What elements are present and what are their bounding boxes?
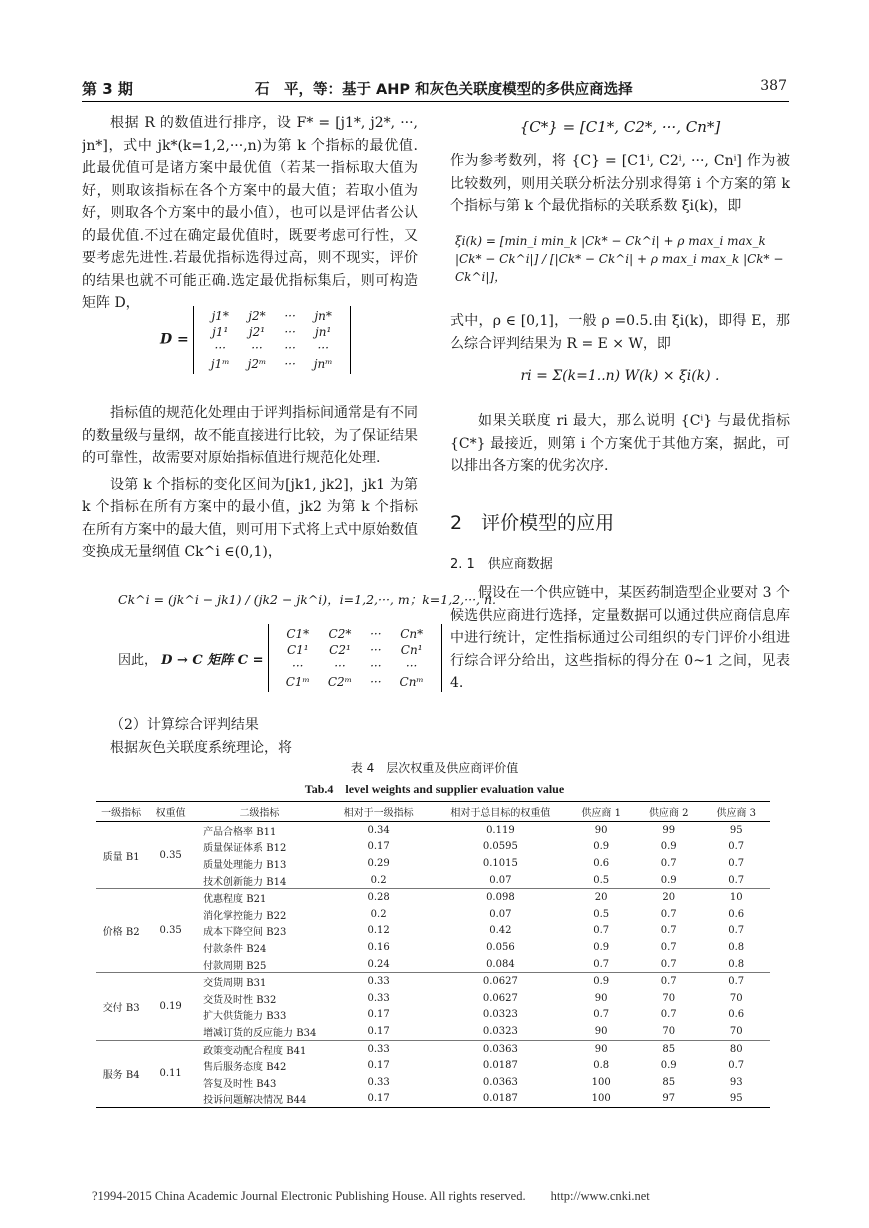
table-row bbox=[96, 839, 770, 856]
table-cell: 0.0323 bbox=[482, 1009, 518, 1021]
table-caption-cn: 表 4 层次权重及供应商评价值 bbox=[350, 761, 519, 775]
left-column bbox=[82, 112, 418, 314]
copyright-footer: ?1994-2015 China Academic Journal Electronic Publishing House. All rights reserved. http://www.cnki.net bbox=[92, 1189, 650, 1203]
table-row bbox=[96, 822, 770, 839]
table-cell: 90 bbox=[594, 824, 608, 836]
matrix-cell: ··· bbox=[284, 341, 296, 355]
table-cell: 0.6 bbox=[593, 857, 610, 869]
equation-xi: ξi(k) = [min_i min_k |Ck* − Ck^i| + ρ max_i max_k |Ck* − Ck^i|] / [|Ck* − Ck^i| + ρ max_i max_k |Ck* − Ck^i|]， bbox=[455, 234, 784, 284]
table-cell: 0.0187 bbox=[433, 1091, 567, 1108]
table-cell: 93 bbox=[729, 1076, 743, 1088]
indicator-name-cell: 政策变动配合程度 B41 bbox=[203, 1045, 307, 1057]
table-header: 一级指标 bbox=[96, 802, 146, 822]
matrix-cell: ··· bbox=[370, 659, 382, 673]
table-cell: 0.17 bbox=[367, 1009, 390, 1021]
issue-number: 第 3 期 bbox=[82, 80, 133, 98]
matrix-row bbox=[277, 674, 433, 690]
table-row bbox=[96, 973, 770, 990]
table-cell: 0.7 bbox=[702, 872, 770, 889]
table-header: 供应商 2 bbox=[635, 802, 702, 822]
paragraph-interval: 设第 k 个指标的变化区间为[jk1, jk2]，jk1 为第 k 个指标在所有方案中的最小值，jk2 为第 k 个指标在所有方案中的最大值，则可用下式将上式中原始数值变换成无量纲值 Ck^i ∈(0,1)， bbox=[82, 476, 418, 560]
table-row bbox=[96, 872, 770, 889]
matrix-cell: ··· bbox=[284, 309, 296, 323]
table-cell: 0.7 bbox=[728, 841, 745, 853]
table-row bbox=[96, 1040, 770, 1057]
group-name-cell: 服务 B4 bbox=[96, 1040, 146, 1107]
matrix-cell: ··· bbox=[370, 643, 382, 657]
matrix-cell: ··· bbox=[334, 659, 346, 673]
indicator-name-cell: 投诉问题解决情况 B44 bbox=[195, 1091, 324, 1108]
matrix-cell: ··· bbox=[251, 341, 263, 355]
matrix-cell: j2* bbox=[248, 309, 266, 323]
table-cell: 85 bbox=[662, 1043, 676, 1055]
table-cell: 0.0323 bbox=[433, 1023, 567, 1040]
paragraph-reference-sequence: 作为参考数列，将 {C} = [C1ⁱ, C2ⁱ, ···, Cnⁱ] 作为被比较数列，则用关联分析法分别求得第 i 个方案的第 k 个指标与第 k 个最优指标的关联系数 ξi(k)，即 bbox=[450, 153, 790, 214]
group-weight-cell: 0.35 bbox=[146, 822, 195, 889]
section-2-title: 2 评价模型的应用 bbox=[450, 512, 615, 534]
table-cell: 95 bbox=[729, 824, 743, 836]
table-cell: 0.6 bbox=[728, 908, 745, 920]
table-cell: 0.16 bbox=[367, 941, 390, 953]
matrix-cell: C1* bbox=[286, 627, 310, 641]
table-cell: 0.0595 bbox=[482, 841, 518, 853]
table-cell: 100 bbox=[591, 1076, 611, 1088]
paragraph-step2: （2）计算综合评判结果 bbox=[110, 717, 259, 733]
indicator-name-cell: 付款条件 B24 bbox=[203, 943, 267, 955]
table-cell: 70 bbox=[635, 1023, 702, 1040]
indicator-name-cell: 消化掌控能力 B22 bbox=[203, 910, 287, 922]
table-cell: 0.1015 bbox=[482, 857, 518, 869]
table-cell: 0.7 bbox=[660, 857, 677, 869]
matrix-cell: jnᵐ bbox=[313, 357, 333, 371]
group-name-cell: 交付 B3 bbox=[96, 973, 146, 1040]
table-header: 二级指标 bbox=[195, 802, 324, 822]
table-cell: 0.7 bbox=[660, 976, 677, 988]
table-row bbox=[96, 1074, 770, 1091]
table-cell: 0.0363 bbox=[482, 1043, 518, 1055]
table-cell: 20 bbox=[662, 892, 676, 904]
matrix-cell: ··· bbox=[214, 341, 226, 355]
table-cell: 0.9 bbox=[635, 872, 702, 889]
table-cell: 0.28 bbox=[367, 892, 390, 904]
table-cell: 90 bbox=[594, 992, 608, 1004]
table-cell: 0.7 bbox=[728, 976, 745, 988]
indicator-name-cell: 扩大供货能力 B33 bbox=[203, 1011, 287, 1023]
table-cell: 0.33 bbox=[367, 1076, 390, 1088]
matrix-d bbox=[160, 306, 351, 374]
matrix-c-label: D → C 矩阵 C = bbox=[161, 652, 264, 668]
table-row bbox=[96, 855, 770, 872]
table-cell: 70 bbox=[662, 992, 676, 1004]
matrix-cell: C2* bbox=[328, 627, 352, 641]
right-column-4 bbox=[450, 582, 790, 695]
table-cell: 0.7 bbox=[660, 941, 677, 953]
table-row bbox=[96, 956, 770, 973]
table-cell: 0.6 bbox=[728, 1009, 745, 1021]
table-cell: 0.24 bbox=[324, 956, 434, 973]
table-row bbox=[96, 1023, 770, 1040]
table-cell: 97 bbox=[635, 1091, 702, 1108]
table-cell: 0.33 bbox=[367, 1043, 390, 1055]
table-cell: 100 bbox=[567, 1091, 635, 1108]
table-cell: 0.9 bbox=[593, 841, 610, 853]
matrix-cell: ··· bbox=[292, 659, 304, 673]
equation-ck: Ck^i = (jk^i − jk1) / (jk2 − jk^i)，i=1,2,···, m；k=1,2,···, n. bbox=[118, 592, 497, 607]
paragraph-rho: 式中，ρ ∈ [0,1]，一般 ρ =0.5.由 ξi(k)，即得 E，那么综合评判结果为 R = E × W，即 bbox=[450, 313, 790, 352]
matrix-row bbox=[277, 658, 433, 674]
indicator-name-cell: 增减订货的反应能力 B34 bbox=[195, 1023, 324, 1040]
equation-r: ri = Σ(k=1..n) W(k) × ξi(k) . bbox=[520, 368, 720, 384]
indicator-name-cell: 优惠程度 B21 bbox=[203, 894, 267, 906]
table-cell: 85 bbox=[662, 1076, 676, 1088]
group-name-cell: 质量 B1 bbox=[96, 822, 146, 889]
running-title: 石 平，等：基于 AHP 和灰色关联度模型的多供应商选择 bbox=[255, 82, 633, 98]
matrix-cell: C1ᵐ bbox=[285, 675, 310, 689]
table-cell: 0.7 bbox=[728, 925, 745, 937]
table-cell: 70 bbox=[702, 1023, 770, 1040]
table-cell: 0.7 bbox=[567, 956, 635, 973]
table-cell: 0.7 bbox=[728, 1060, 745, 1072]
matrix-row bbox=[277, 626, 433, 642]
table-row bbox=[96, 889, 770, 906]
left-column-2 bbox=[82, 402, 418, 564]
table-cell: 0.056 bbox=[486, 941, 515, 953]
table-cell: 0.8 bbox=[728, 941, 745, 953]
table-cell: 0.5 bbox=[593, 908, 610, 920]
table-cell: 95 bbox=[702, 1091, 770, 1108]
table-header: 供应商 3 bbox=[702, 802, 770, 822]
table-row bbox=[96, 939, 770, 956]
table-cell: 0.7 bbox=[660, 925, 677, 937]
header-rule bbox=[82, 101, 789, 102]
paragraph-grey-theory: 根据灰色关联度系统理论，将 bbox=[110, 739, 292, 756]
matrix-cell: Cn* bbox=[400, 627, 424, 641]
table-cell: 0.9 bbox=[660, 1060, 677, 1072]
table-cell: 90 bbox=[567, 1023, 635, 1040]
paragraph-supplier-data: 假设在一个供应链中，某医药制造型企业要对 3 个候选供应商进行选择，定量数据可以通过供应商信息库中进行统计，定性指标通过公司组织的专门评价小组进行综合评分给出，这些指标的得分在 0~1 之间，见表 4. bbox=[450, 585, 790, 691]
matrix-d-label: D = bbox=[160, 331, 189, 348]
indicator-name-cell: 付款周期 B25 bbox=[195, 956, 324, 973]
matrix-cell: j2¹ bbox=[248, 325, 266, 339]
table-cell: 0.07 bbox=[489, 908, 512, 920]
section-2-1-title: 2. 1 供应商数据 bbox=[450, 557, 553, 572]
table-cell: 0.33 bbox=[367, 976, 390, 988]
table-cell: 0.098 bbox=[486, 892, 515, 904]
table-cell: 0.07 bbox=[433, 872, 567, 889]
indicator-name-cell: 交货周期 B31 bbox=[203, 978, 267, 990]
table-cell: 0.5 bbox=[567, 872, 635, 889]
table-header: 权重值 bbox=[146, 802, 195, 822]
table-cell: 0.7 bbox=[593, 1009, 610, 1021]
indicator-name-cell: 质量保证体系 B12 bbox=[203, 843, 287, 855]
group-weight-cell: 0.35 bbox=[146, 889, 195, 973]
matrix-cell: j1¹ bbox=[212, 325, 229, 339]
indicator-name-cell: 技术创新能力 B14 bbox=[195, 872, 324, 889]
table-cell: 0.8 bbox=[593, 1060, 610, 1072]
table-cell: 0.8 bbox=[702, 956, 770, 973]
matrix-cell: Cnᵐ bbox=[399, 675, 424, 689]
matrix-cell: ··· bbox=[284, 357, 296, 371]
matrix-row bbox=[202, 340, 342, 356]
table-cell: 0.0627 bbox=[482, 976, 518, 988]
indicator-name-cell: 答复及时性 B43 bbox=[203, 1078, 277, 1090]
matrix-row bbox=[202, 308, 342, 324]
matrix-cell: C1¹ bbox=[286, 643, 309, 657]
matrix-cell: Cn¹ bbox=[400, 643, 423, 657]
table-cell: 0.7 bbox=[635, 956, 702, 973]
matrix-cell: j1ᵐ bbox=[210, 357, 230, 371]
table-cell: 0.0627 bbox=[482, 992, 518, 1004]
matrix-cell: ··· bbox=[405, 659, 418, 673]
table-cell: 0.7 bbox=[660, 1009, 677, 1021]
table-cell: 70 bbox=[729, 992, 743, 1004]
matrix-cell: j1* bbox=[211, 309, 229, 323]
paragraph-optimal-values: 根据 R 的数值进行排序，设 F* = [j1*, j2*, ···, jn*]，式中 jk*(k=1,2,···,n)为第 k 个指标的最优值.此最优值可是诸方案中最优值（若某一指标取大值为好，则取该指标在各个方案中的最大值；若取小值为好，则取各个方案中的最小值），也可以是评估者公认的最优值.不过在确定最优值时，既要考虑可行性，又要考虑先进性.若最优指标选得过高，则不现实，评价的结果也就不可能正确.选定最优指标集后，则可构造矩阵 D， bbox=[82, 115, 418, 311]
group-name-cell: 价格 B2 bbox=[96, 889, 146, 973]
matrix-cell: C2¹ bbox=[329, 643, 351, 657]
matrix-cell: C2ᵐ bbox=[327, 675, 353, 689]
page-number: 387 bbox=[760, 78, 787, 94]
table-cell: 0.12 bbox=[367, 925, 390, 937]
table-cell: 10 bbox=[729, 892, 743, 904]
because-label: 因此， bbox=[118, 652, 158, 668]
indicator-name-cell: 售后服务态度 B42 bbox=[203, 1062, 287, 1074]
group-weight-cell: 0.19 bbox=[146, 973, 195, 1040]
right-column-2 bbox=[450, 310, 790, 355]
table-cell: 99 bbox=[662, 824, 676, 836]
indicator-name-cell: 质量处理能力 B13 bbox=[203, 859, 287, 871]
indicator-name-cell: 成本下降空间 B23 bbox=[203, 927, 287, 939]
table-cell: 80 bbox=[729, 1043, 743, 1055]
matrix-row bbox=[202, 324, 342, 340]
table-cell: 0.9 bbox=[660, 841, 677, 853]
matrix-cell: ··· bbox=[317, 341, 329, 355]
table-caption-en: Tab.4 level weights and supplier evaluation value bbox=[304, 782, 565, 796]
left-column-3 bbox=[82, 714, 418, 759]
table-cell: 0.119 bbox=[486, 824, 515, 836]
table-cell: 0.0363 bbox=[482, 1076, 518, 1088]
table-cell: 20 bbox=[594, 892, 608, 904]
matrix-row bbox=[202, 356, 342, 372]
table-cell: 0.9 bbox=[593, 976, 610, 988]
table-row bbox=[96, 1057, 770, 1074]
table-row bbox=[96, 1007, 770, 1024]
group-weight-cell: 0.11 bbox=[146, 1040, 195, 1107]
table-cell: 0.17 bbox=[367, 841, 390, 853]
table-cell: 90 bbox=[594, 1043, 608, 1055]
table-cell: 0.084 bbox=[433, 956, 567, 973]
table-header: 相对于总目标的权重值 bbox=[433, 802, 567, 822]
table-cell: 0.29 bbox=[367, 857, 390, 869]
table-row bbox=[96, 1091, 770, 1108]
table-row bbox=[96, 906, 770, 923]
table-cell: 0.2 bbox=[370, 908, 387, 920]
matrix-cell: jn* bbox=[314, 309, 332, 323]
table-cell: 0.0187 bbox=[482, 1060, 518, 1072]
table-cell: 0.17 bbox=[367, 1060, 390, 1072]
table-header: 供应商 1 bbox=[567, 802, 635, 822]
matrix-c-body bbox=[268, 624, 442, 692]
table-cell: 0.17 bbox=[324, 1091, 434, 1108]
paragraph-normalization: 指标值的规范化处理由于评判指标间通常是有不同的数量级与量纲，故不能直接进行比较，为了保证结果的可靠性，故需要对原始指标值进行规范化处理. bbox=[82, 405, 418, 466]
right-column bbox=[450, 150, 790, 218]
indicator-name-cell: 交货及时性 B32 bbox=[203, 994, 277, 1006]
table-cell: 0.2 bbox=[324, 872, 434, 889]
supplier-table bbox=[96, 801, 770, 1108]
table-row bbox=[96, 990, 770, 1007]
matrix-cell: j2ᵐ bbox=[247, 357, 267, 371]
table-cell: 0.42 bbox=[489, 925, 512, 937]
table-cell: 0.7 bbox=[593, 925, 610, 937]
table-header: 相对于一级指标 bbox=[324, 802, 434, 822]
matrix-cell: ··· bbox=[370, 627, 382, 641]
matrix-cell: ··· bbox=[284, 325, 296, 339]
table-row bbox=[96, 923, 770, 940]
matrix-cell: ··· bbox=[370, 675, 382, 689]
table-cell: 0.34 bbox=[367, 824, 390, 836]
matrix-c bbox=[118, 624, 442, 692]
matrix-row bbox=[277, 642, 433, 658]
table-cell: 0.7 bbox=[728, 857, 745, 869]
table-cell: 0.33 bbox=[367, 992, 390, 1004]
matrix-cell: jn¹ bbox=[315, 325, 332, 339]
right-column-3 bbox=[450, 410, 790, 478]
table-cell: 0.17 bbox=[324, 1023, 434, 1040]
paragraph-ranking: 如果关联度 ri 最大，那么说明 {Cⁱ} 与最优指标 {C*} 最接近，则第 i 个方案优于其他方案，据此，可以排出各方案的优劣次序. bbox=[450, 413, 790, 474]
equation-cstar: {C*} = [C1*, C2*, ···, Cn*] bbox=[519, 118, 721, 136]
table-header-row bbox=[96, 802, 770, 822]
matrix-d-body bbox=[193, 306, 351, 374]
table-cell: 0.9 bbox=[593, 941, 610, 953]
table-cell: 0.7 bbox=[660, 908, 677, 920]
indicator-name-cell: 产品合格率 B11 bbox=[203, 826, 277, 838]
